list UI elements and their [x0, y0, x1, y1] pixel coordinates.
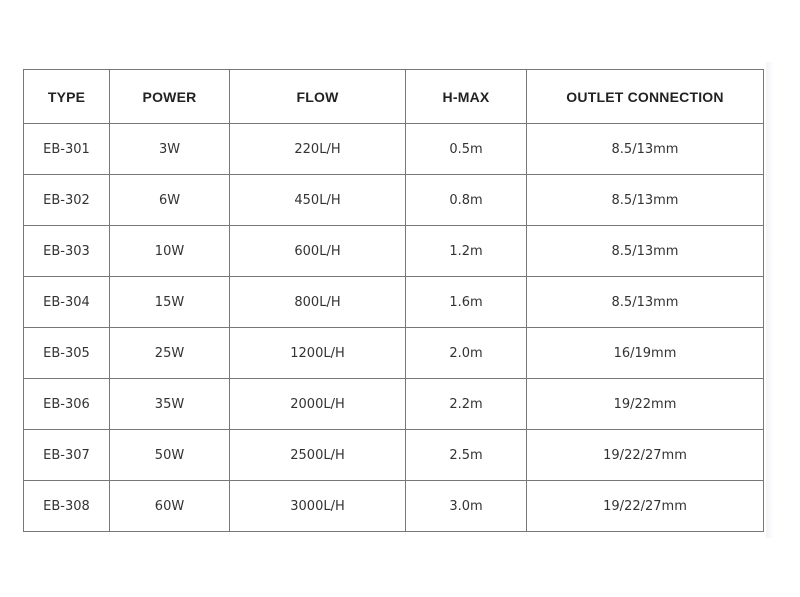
cell-flow: 2500L/H [230, 430, 406, 481]
header-flow: FLOW [230, 70, 406, 124]
header-row [24, 70, 764, 124]
cell-outlet-connection: 19/22/27mm [527, 430, 764, 481]
cell-flow: 1200L/H [230, 328, 406, 379]
table-row [24, 175, 764, 226]
cell-outlet-connection: 19/22/27mm [527, 481, 764, 532]
table-body [24, 124, 764, 532]
table-row [24, 379, 764, 430]
cell-type: EB-306 [24, 379, 110, 430]
cell-outlet-connection: 19/22mm [527, 379, 764, 430]
cell-h-max: 2.0m [406, 328, 527, 379]
header-h-max: H-MAX [406, 70, 527, 124]
cell-h-max: 1.2m [406, 226, 527, 277]
cell-type: EB-304 [24, 277, 110, 328]
table-row [24, 124, 764, 175]
pump-spec-table [23, 69, 764, 532]
page-edge-shadow [766, 62, 774, 538]
header-type: TYPE [24, 70, 110, 124]
cell-type: EB-302 [24, 175, 110, 226]
cell-flow: 220L/H [230, 124, 406, 175]
cell-flow: 2000L/H [230, 379, 406, 430]
table-header [24, 70, 764, 124]
cell-power: 6W [110, 175, 230, 226]
table-row [24, 430, 764, 481]
cell-power: 25W [110, 328, 230, 379]
table-row [24, 328, 764, 379]
header-outlet-connection: OUTLET CONNECTION [527, 70, 764, 124]
cell-h-max: 0.5m [406, 124, 527, 175]
cell-power: 35W [110, 379, 230, 430]
cell-power: 10W [110, 226, 230, 277]
cell-type: EB-301 [24, 124, 110, 175]
cell-flow: 3000L/H [230, 481, 406, 532]
cell-h-max: 2.2m [406, 379, 527, 430]
cell-outlet-connection: 8.5/13mm [527, 226, 764, 277]
table-row [24, 226, 764, 277]
cell-type: EB-308 [24, 481, 110, 532]
cell-type: EB-303 [24, 226, 110, 277]
cell-power: 60W [110, 481, 230, 532]
cell-type: EB-307 [24, 430, 110, 481]
header-power: POWER [110, 70, 230, 124]
table-row [24, 277, 764, 328]
cell-h-max: 2.5m [406, 430, 527, 481]
cell-flow: 600L/H [230, 226, 406, 277]
cell-flow: 800L/H [230, 277, 406, 328]
cell-outlet-connection: 8.5/13mm [527, 124, 764, 175]
cell-flow: 450L/H [230, 175, 406, 226]
cell-h-max: 1.6m [406, 277, 527, 328]
cell-h-max: 3.0m [406, 481, 527, 532]
table-row [24, 481, 764, 532]
cell-type: EB-305 [24, 328, 110, 379]
cell-outlet-connection: 16/19mm [527, 328, 764, 379]
cell-power: 50W [110, 430, 230, 481]
cell-power: 3W [110, 124, 230, 175]
cell-outlet-connection: 8.5/13mm [527, 277, 764, 328]
cell-h-max: 0.8m [406, 175, 527, 226]
cell-outlet-connection: 8.5/13mm [527, 175, 764, 226]
cell-power: 15W [110, 277, 230, 328]
